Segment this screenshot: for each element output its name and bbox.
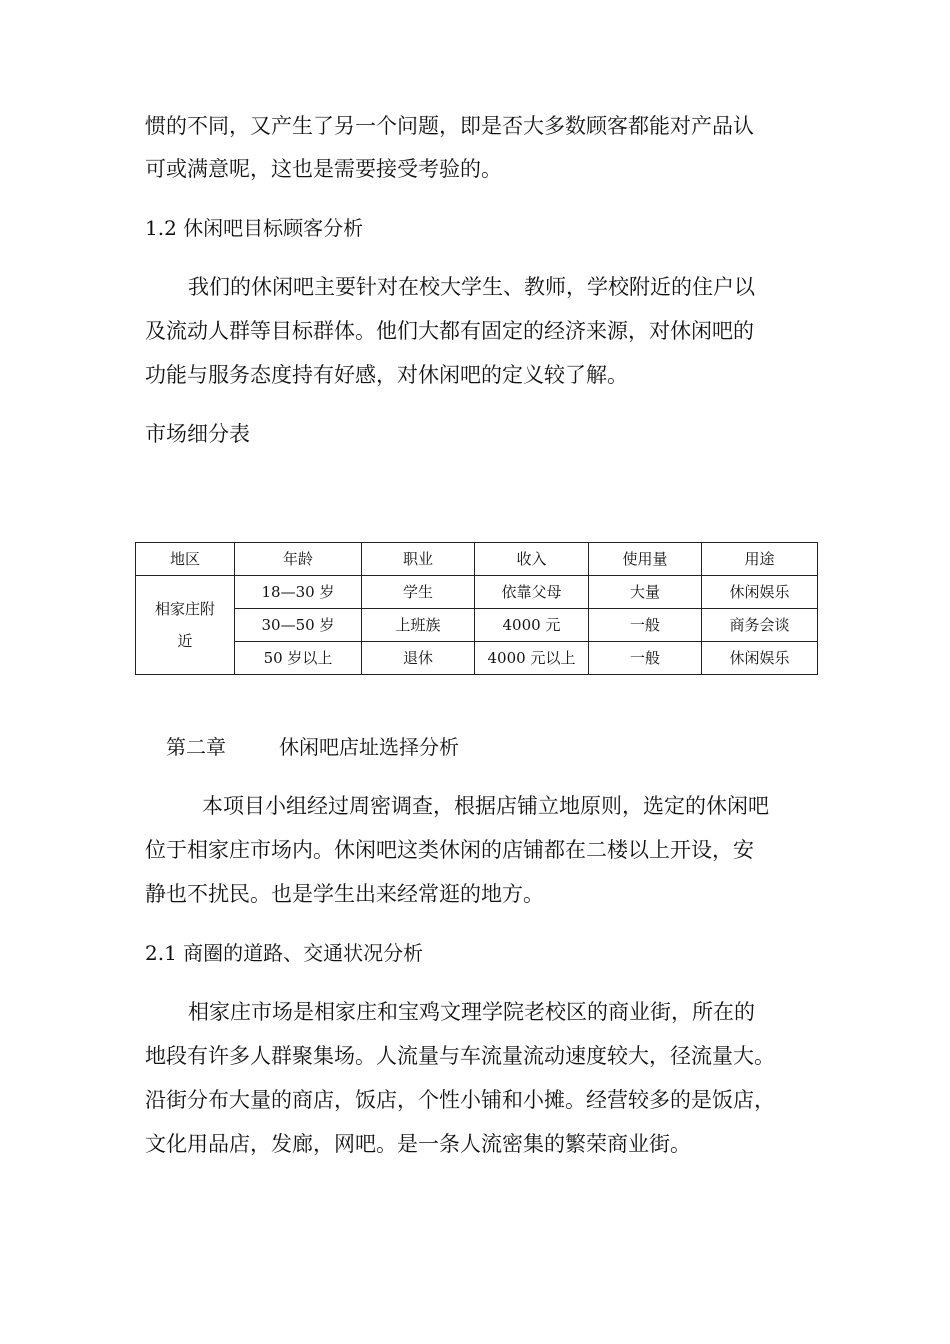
header-region: 地区 (136, 543, 235, 576)
table-cell: 休闲娱乐 (702, 642, 818, 675)
table-cell: 一般 (589, 609, 702, 642)
paragraph-line: 功能与服务态度持有好感，对休闲吧的定义较了解。 (145, 363, 628, 387)
table-cell: 一般 (589, 642, 702, 675)
header-occupation: 职业 (362, 543, 475, 576)
table-header-row (136, 543, 818, 576)
market-segment-table (135, 542, 818, 675)
paragraph-line: 惯的不同，又产生了另一个问题，即是否大多数顾客都能对产品认 (145, 114, 754, 138)
paragraph-line: 可或满意呢，这也是需要接受考验的。 (145, 157, 502, 181)
table-caption: 市场细分表 (145, 422, 250, 446)
table-cell: 学生 (362, 576, 475, 609)
table-cell: 18—30 岁 (235, 576, 362, 609)
region-line: 近 (177, 632, 193, 650)
table-row (136, 609, 818, 642)
table-cell: 上班族 (362, 609, 475, 642)
paragraph-line: 地段有许多人群聚集场。人流量与车流量流动速度较大，径流量大。 (145, 1044, 775, 1068)
paragraph-line: 位于相家庄市场内。休闲吧这类休闲的店铺都在二楼以上开设，安 (145, 838, 754, 862)
section-heading-2-1: 2.1 商圈的道路、交通状况分析 (145, 941, 424, 965)
paragraph-line: 沿街分布大量的商店，饭店，个性小铺和小摊。经营较多的是饭店， (145, 1088, 775, 1112)
section-heading-1-2: 1.2 休闲吧目标顾客分析 (145, 216, 364, 240)
paragraph-line: 文化用品店，发廊，网吧。是一条人流密集的繁荣商业街。 (145, 1132, 691, 1156)
table-cell: 休闲娱乐 (702, 576, 818, 609)
table-cell: 商务会谈 (702, 609, 818, 642)
chapter-title: 休闲吧店址选择分析 (279, 735, 459, 759)
table-cell: 退休 (362, 642, 475, 675)
header-age: 年龄 (235, 543, 362, 576)
paragraph-line: 我们的休闲吧主要针对在校大学生、教师，学校附近的住户以 (188, 275, 755, 299)
region-cell (136, 576, 235, 675)
table-row (136, 642, 818, 675)
paragraph-line: 及流动人群等目标群体。他们大都有固定的经济来源，对休闲吧的 (145, 319, 754, 343)
header-usage: 使用量 (589, 543, 702, 576)
header-purpose: 用途 (702, 543, 818, 576)
table-cell: 30—50 岁 (235, 609, 362, 642)
chapter-number: 第二章 (166, 735, 226, 759)
table-cell: 大量 (589, 576, 702, 609)
table-cell: 依靠父母 (475, 576, 589, 609)
paragraph-line: 相家庄市场是相家庄和宝鸡文理学院老校区的商业街，所在的 (188, 1000, 755, 1024)
paragraph-line: 静也不扰民。也是学生出来经常逛的地方。 (145, 882, 544, 906)
region-line: 相家庄附 (154, 600, 215, 618)
table-cell: 4000 元 (475, 609, 589, 642)
table-row (136, 576, 818, 609)
table-cell: 50 岁以上 (235, 642, 362, 675)
paragraph-line: 本项目小组经过周密调查，根据店铺立地原则，选定的休闲吧 (202, 794, 769, 818)
table-cell: 4000 元以上 (475, 642, 589, 675)
header-income: 收入 (475, 543, 589, 576)
